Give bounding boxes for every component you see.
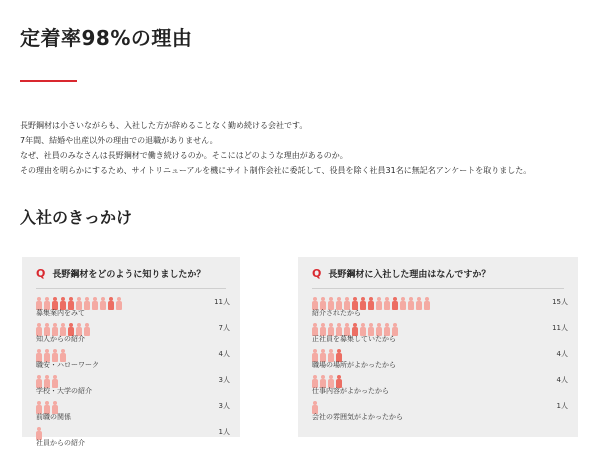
answer-list: [36, 297, 230, 453]
person-icon: [100, 297, 106, 310]
answer-count: 4人: [556, 350, 568, 358]
answer-count: 3人: [218, 402, 230, 410]
answer-count: 4人: [556, 376, 568, 384]
answer-count: 1人: [556, 402, 568, 410]
person-icon: [424, 297, 430, 310]
divider: [312, 288, 564, 289]
answer-label: 職場の場所がよかったから: [312, 361, 396, 369]
answer-row: [36, 323, 230, 345]
intro-line: 長野鋼材は小さいながらも、入社した方が辞めることなく勤め続ける会社です。: [20, 121, 308, 130]
q-mark-icon: Q: [312, 267, 322, 280]
divider: [36, 288, 226, 289]
person-icon: [408, 297, 414, 310]
question-text: 長野鋼材をどのように知りましたか？: [52, 270, 206, 280]
section-title: 入社のきっかけ: [20, 208, 133, 227]
person-icon: [416, 297, 422, 310]
survey-card-how-known: [22, 257, 240, 447]
intro-line: 7年間、結婚や出産以外の理由での退職がありません。: [20, 136, 218, 145]
person-icon: [400, 297, 406, 310]
answer-label: 前職の関係: [36, 413, 71, 421]
answer-count: 3人: [218, 376, 230, 384]
intro-line: なぜ、社員のみなさんは長野鋼材で働き続けるのか。そこにはどのような理由があるのか。: [20, 151, 348, 160]
answer-label: 職安・ハローワーク: [36, 361, 99, 369]
answer-row: [312, 375, 568, 397]
answer-row: [36, 349, 230, 371]
answer-label: 社員からの紹介: [36, 439, 85, 447]
answer-count: 11人: [552, 324, 568, 332]
answer-count: 1人: [218, 428, 230, 436]
intro-text: [20, 118, 590, 178]
answer-row: [312, 401, 568, 423]
intro-line: その理由を明らかにするため、サイトリニューアルを機にサイト制作会社に委託して、役員を除く社員31名に無記名アンケートを取りました。: [20, 166, 532, 175]
person-icon: [368, 297, 374, 310]
question-text: 長野鋼材に入社した理由はなんですか？: [328, 270, 491, 280]
person-icon: [392, 297, 398, 310]
person-icon: [376, 297, 382, 310]
answer-row: [36, 297, 230, 319]
answer-count: 4人: [218, 350, 230, 358]
answer-row: [312, 349, 568, 371]
answer-label: 学校・大学の紹介: [36, 387, 92, 395]
answer-row: [36, 401, 230, 423]
survey-question: [36, 267, 205, 280]
answer-label: 正社員を募集していたから: [312, 335, 396, 343]
title-underline: [20, 80, 77, 82]
answer-count: 7人: [218, 324, 230, 332]
answer-row: [36, 427, 230, 449]
answer-row: [312, 297, 568, 319]
answer-label: 知人からの紹介: [36, 335, 85, 343]
answer-label: 仕事内容がよかったから: [312, 387, 389, 395]
answer-label: 募集案内をみて: [36, 309, 85, 317]
answer-count: 15人: [552, 298, 568, 306]
person-icon: [108, 297, 114, 310]
page-title: 定着率98%の理由: [20, 26, 193, 50]
answer-row: [36, 375, 230, 397]
survey-question: [312, 267, 490, 280]
q-mark-icon: Q: [36, 267, 46, 280]
survey-card-join-reason: [298, 257, 578, 437]
answer-count: 11人: [214, 298, 230, 306]
answer-label: 紹介されたから: [312, 309, 361, 317]
person-icon: [92, 297, 98, 310]
answer-label: 会社の雰囲気がよかったから: [312, 413, 403, 421]
answer-row: [312, 323, 568, 345]
person-icon: [384, 297, 390, 310]
person-icon: [116, 297, 122, 310]
answer-list: [312, 297, 568, 427]
